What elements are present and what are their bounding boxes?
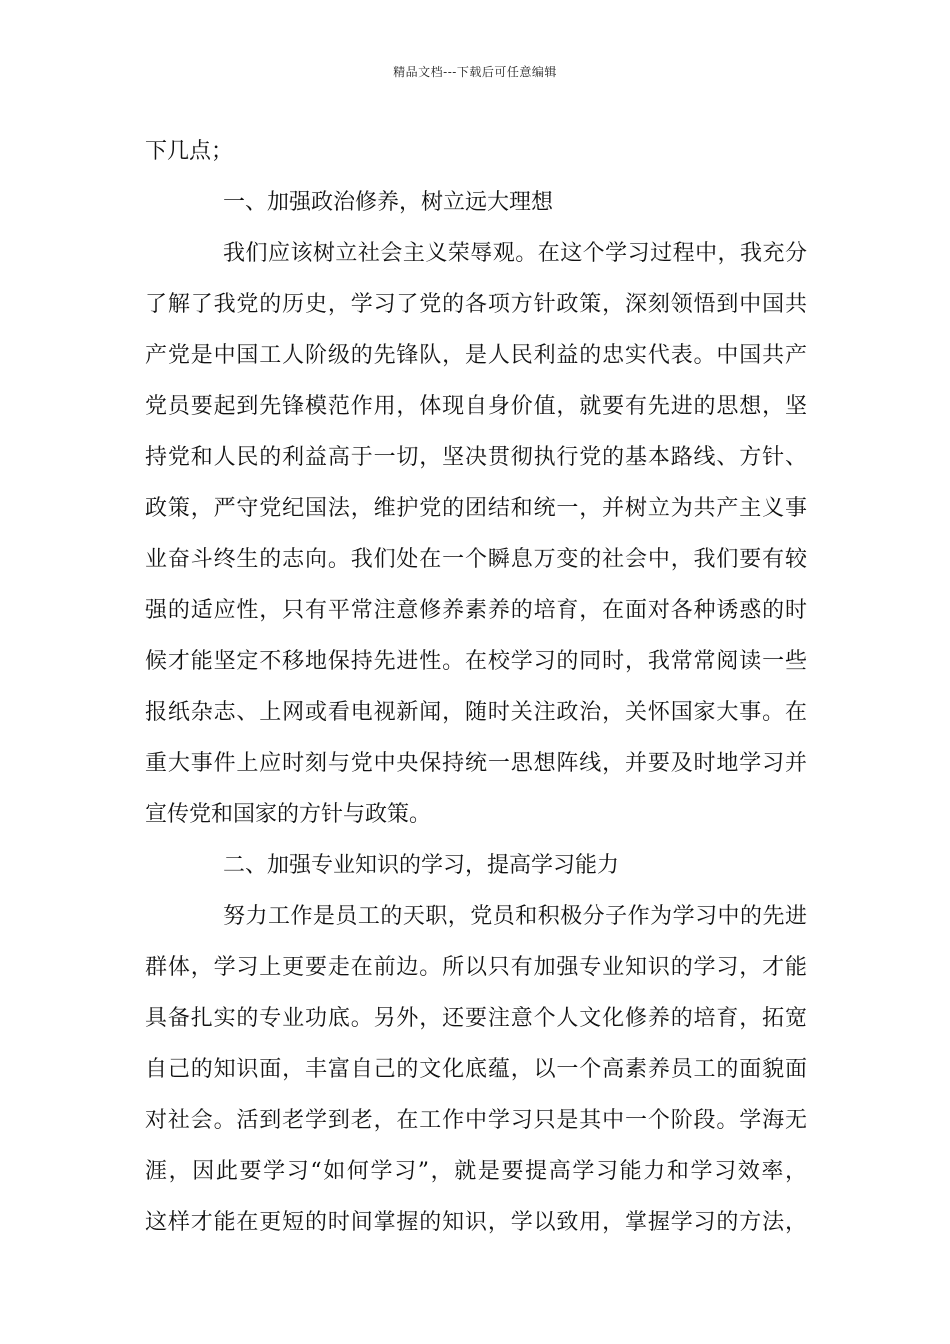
text-line: 群体，学习上更要走在前边。所以只有加强专业知识的学习，才能	[145, 955, 807, 980]
text-line: 重大事件上应时刻与党中央保持统一思想阵线，并要及时地学习并	[145, 751, 807, 776]
text-line: 努力工作是员工的天职，党员和积极分子作为学习中的先进	[223, 904, 807, 929]
text-line: 这样才能在更短的时间掌握的知识，学以致用，掌握学习的方法，	[145, 1210, 807, 1235]
page-header: 精品文档---下载后可任意编辑	[393, 65, 557, 79]
text-line: 自己的知识面，丰富自己的文化底蕴，以一个高素养员工的面貌面	[145, 1057, 807, 1082]
text-line: 了解了我党的历史，学习了党的各项方针政策，深刻领悟到中国共	[145, 292, 807, 317]
text-line: 候才能坚定不移地保持先进性。在校学习的同时，我常常阅读一些	[145, 649, 807, 674]
body-text	[145, 132, 807, 1254]
text-line: 党员要起到先锋模范作用，体现自身价值，就要有先进的思想，坚	[145, 394, 807, 419]
text-line: 下几点；	[145, 139, 234, 164]
text-line: 具备扎实的专业功底。另外，还要注意个人文化修养的培育，拓宽	[145, 1006, 807, 1031]
text-line: 报纸杂志、上网或看电视新闻，随时关注政治，关怀国家大事。在	[145, 700, 807, 725]
section-heading-line: 二、加强专业知识的学习，提高学习能力	[223, 853, 620, 878]
text-line: 业奋斗终生的志向。我们处在一个瞬息万变的社会中，我们要有较	[145, 547, 807, 572]
text-line: 涯，因此要学习“如何学习”，就是要提高学习能力和学习效率，	[145, 1159, 807, 1184]
section-heading-line: 一、加强政治修养，树立远大理想	[223, 190, 554, 215]
text-line: 我们应该树立社会主义荣辱观。在这个学习过程中，我充分	[223, 241, 807, 266]
text-line: 对社会。活到老学到老，在工作中学习只是其中一个阶段。学海无	[145, 1108, 807, 1133]
text-line: 宣传党和国家的方针与政策。	[145, 802, 432, 827]
text-line: 强的适应性，只有平常注意修养素养的培育，在面对各种诱惑的时	[145, 598, 807, 623]
text-line: 政策，严守党纪国法，维护党的团结和统一，并树立为共产主义事	[145, 496, 807, 521]
text-line: 产党是中国工人阶级的先锋队，是人民利益的忠实代表。中国共产	[145, 343, 807, 368]
text-line: 持党和人民的利益高于一切，坚决贯彻执行党的基本路线、方针、	[145, 445, 807, 470]
